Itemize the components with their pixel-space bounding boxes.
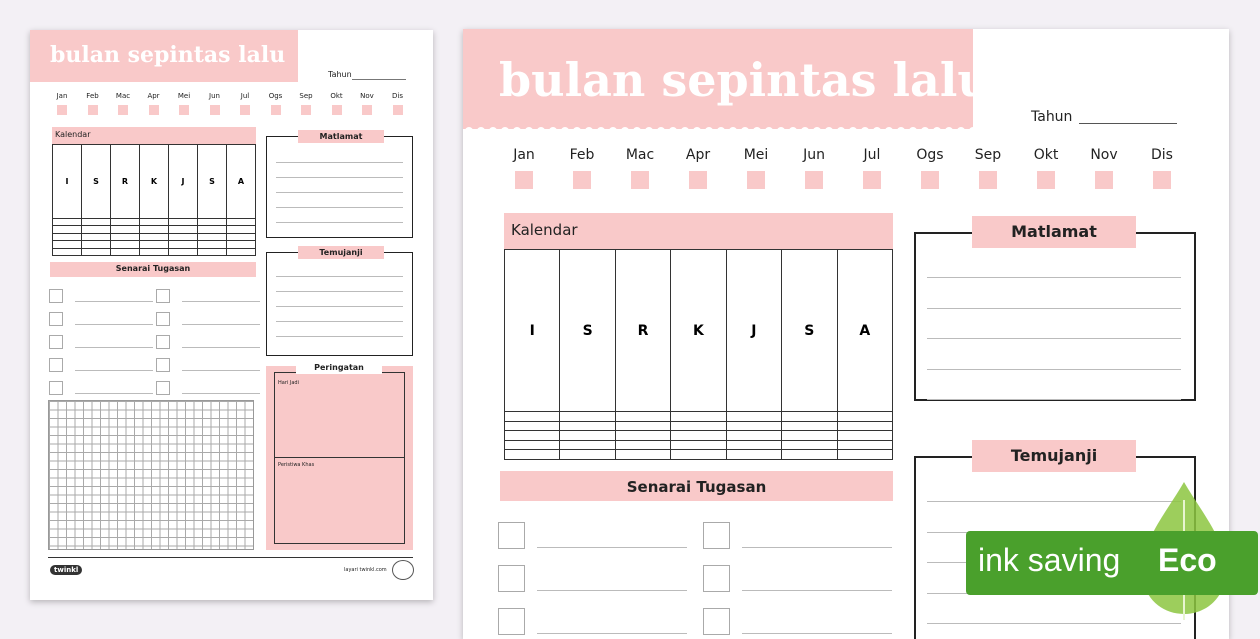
calendar-cell[interactable] <box>53 233 82 240</box>
reminders-label-small: Peringatan <box>296 361 382 374</box>
month-label: Okt <box>330 92 343 100</box>
month-checkbox[interactable] <box>57 105 67 115</box>
calendar-cell[interactable] <box>140 219 169 226</box>
year-line-small <box>352 79 406 80</box>
month-checkbox[interactable] <box>301 105 311 115</box>
task-line[interactable] <box>75 370 153 371</box>
calendar-cell[interactable] <box>615 440 670 450</box>
calendar-cell[interactable] <box>111 219 140 226</box>
month-checkbox[interactable] <box>1037 171 1055 189</box>
calendar-cell[interactable] <box>837 450 892 460</box>
month-checkbox[interactable] <box>573 171 591 189</box>
task-checkbox[interactable] <box>156 312 170 326</box>
year-label-large: Tahun <box>1031 109 1073 125</box>
calendar-cell[interactable] <box>53 241 82 248</box>
month-checkbox[interactable] <box>689 171 707 189</box>
month-checkbox[interactable] <box>515 171 533 189</box>
task-checkbox[interactable] <box>498 522 525 549</box>
month-label: Mac <box>115 92 131 100</box>
calendar-cell[interactable] <box>615 450 670 460</box>
calendar-cell[interactable] <box>726 431 781 441</box>
special-event-label-small: Peristiwa Khas <box>278 462 315 468</box>
task-line[interactable] <box>182 370 260 371</box>
page-title-small: bulan sepintas lalu <box>50 42 286 68</box>
calendar-cell[interactable] <box>169 241 198 248</box>
footer-url-small: layari twinkl.com <box>344 567 387 573</box>
calendar-cell[interactable] <box>169 233 198 240</box>
calendar-cell[interactable] <box>82 233 111 240</box>
calendar-cell[interactable] <box>82 241 111 248</box>
calendar-cell[interactable] <box>169 219 198 226</box>
calendar-cell[interactable] <box>82 248 111 255</box>
goals-box-large <box>914 232 1196 401</box>
month-checkbox[interactable] <box>863 171 881 189</box>
task-checkbox[interactable] <box>49 289 63 303</box>
calendar-cell[interactable] <box>140 241 169 248</box>
month-checkbox[interactable] <box>118 105 128 115</box>
reminders-divider-small <box>274 457 405 458</box>
appointments-label-large: Temujanji <box>972 440 1136 472</box>
month-label: Mei <box>743 147 769 163</box>
month-label: Feb <box>86 92 99 100</box>
calendar-cell[interactable] <box>671 450 726 460</box>
month-checkbox[interactable] <box>362 105 372 115</box>
month-checkbox[interactable] <box>1095 171 1113 189</box>
month-label: Apr <box>685 147 711 163</box>
twinkl-badge-icon-small <box>392 560 414 580</box>
calendar-cell[interactable] <box>505 450 560 460</box>
month-label: Dis <box>392 92 403 100</box>
year-line-large <box>1079 123 1177 124</box>
month-label: Mac <box>625 147 655 163</box>
calendar-cell[interactable] <box>227 248 256 255</box>
writing-line[interactable] <box>276 177 403 178</box>
eco-text: Eco <box>1158 542 1217 578</box>
calendar-cell[interactable] <box>726 421 781 431</box>
calendar-cell[interactable] <box>111 226 140 233</box>
task-line[interactable] <box>182 324 260 325</box>
calendar-cell[interactable] <box>615 431 670 441</box>
calendar-cell[interactable] <box>837 421 892 431</box>
task-checkbox[interactable] <box>49 335 63 349</box>
month-checkbox[interactable] <box>747 171 765 189</box>
calendar-cell[interactable] <box>837 412 892 422</box>
tasks-label-large: Senarai Tugasan <box>626 478 767 496</box>
month-checkbox[interactable] <box>149 105 159 115</box>
task-line[interactable] <box>75 324 153 325</box>
month-label: Dis <box>1151 147 1173 163</box>
task-line[interactable] <box>742 633 892 634</box>
task-line[interactable] <box>182 301 260 302</box>
calendar-cell[interactable] <box>198 233 227 240</box>
writing-line[interactable] <box>276 162 403 163</box>
calendar-day-header: R <box>111 145 140 219</box>
month-label: Mei <box>177 92 191 100</box>
tasks-label-small: Senarai Tugasan <box>115 264 191 273</box>
calendar-day-header: S <box>82 145 111 219</box>
writing-line[interactable] <box>927 338 1181 339</box>
month-checkbox[interactable] <box>979 171 997 189</box>
calendar-cell[interactable] <box>726 412 781 422</box>
calendar-cell[interactable] <box>505 431 560 441</box>
writing-line[interactable] <box>276 336 403 337</box>
writing-line[interactable] <box>276 192 403 193</box>
task-checkbox[interactable] <box>498 608 525 635</box>
reminders-inner-small <box>274 372 405 544</box>
calendar-day-header: K <box>671 250 726 412</box>
stamp-edge-large <box>463 121 979 133</box>
calendar-cell[interactable] <box>560 412 615 422</box>
task-checkbox[interactable] <box>49 381 63 395</box>
calendar-cell[interactable] <box>227 226 256 233</box>
month-checkbox[interactable] <box>1153 171 1171 189</box>
task-line[interactable] <box>537 633 687 634</box>
writing-line[interactable] <box>927 277 1181 278</box>
calendar-cell[interactable] <box>198 219 227 226</box>
month-checkbox[interactable] <box>179 105 189 115</box>
calendar-day-header: J <box>169 145 198 219</box>
calendar-cell[interactable] <box>782 421 837 431</box>
appointments-box-small <box>266 252 413 356</box>
month-label: Apr <box>147 92 160 100</box>
calendar-cell[interactable] <box>198 226 227 233</box>
calendar-cell[interactable] <box>111 241 140 248</box>
calendar-cell[interactable] <box>782 440 837 450</box>
calendar-cell[interactable] <box>782 412 837 422</box>
calendar-cell[interactable] <box>53 248 82 255</box>
calendar-cell[interactable] <box>53 226 82 233</box>
month-label: Feb <box>569 147 595 163</box>
calendar-cell[interactable] <box>140 226 169 233</box>
year-label-small: Tahun <box>328 70 352 79</box>
calendar-cell[interactable] <box>671 431 726 441</box>
preview-page-small <box>30 30 433 600</box>
writing-line[interactable] <box>276 306 403 307</box>
calendar-label-small: Kalendar <box>55 130 91 139</box>
graph-paper-small <box>48 400 254 550</box>
writing-line[interactable] <box>276 207 403 208</box>
twinkl-logo-small: twinkl <box>50 565 82 575</box>
birthday-label-small: Hari Jadi <box>278 380 299 386</box>
calendar-cell[interactable] <box>198 241 227 248</box>
task-checkbox[interactable] <box>49 358 63 372</box>
appointments-label-small: Temujanji <box>298 246 384 259</box>
task-checkbox[interactable] <box>703 608 730 635</box>
calendar-label-large: Kalendar <box>511 221 578 239</box>
month-label: Jun <box>803 147 825 163</box>
calendar-cell[interactable] <box>169 248 198 255</box>
writing-line[interactable] <box>927 369 1181 370</box>
month-label: Okt <box>1033 147 1059 163</box>
page-title-large: bulan sepintas lalu <box>499 53 991 107</box>
task-line[interactable] <box>537 547 687 548</box>
calendar-cell[interactable] <box>560 431 615 441</box>
month-checkbox[interactable] <box>88 105 98 115</box>
task-line[interactable] <box>537 590 687 591</box>
task-line[interactable] <box>742 547 892 548</box>
month-label: Jul <box>240 92 250 100</box>
task-line[interactable] <box>75 301 153 302</box>
calendar-day-header: I <box>53 145 82 219</box>
writing-line[interactable] <box>276 222 403 223</box>
calendar-cell[interactable] <box>782 431 837 441</box>
calendar-cell[interactable] <box>615 421 670 431</box>
month-label: Nov <box>1090 147 1118 163</box>
calendar-cell[interactable] <box>111 248 140 255</box>
calendar-cell[interactable] <box>560 450 615 460</box>
month-checkbox[interactable] <box>210 105 220 115</box>
footer-rule-small <box>48 557 413 558</box>
task-line[interactable] <box>182 393 260 394</box>
task-checkbox[interactable] <box>156 335 170 349</box>
month-checkbox[interactable] <box>271 105 281 115</box>
ink-saving-text: ink saving <box>978 542 1121 578</box>
task-checkbox[interactable] <box>156 381 170 395</box>
calendar-cell[interactable] <box>169 226 198 233</box>
calendar-cell[interactable] <box>227 233 256 240</box>
calendar-cell[interactable] <box>726 450 781 460</box>
month-checkbox[interactable] <box>393 105 403 115</box>
goals-label-large: Matlamat <box>972 216 1136 248</box>
calendar-cell[interactable] <box>671 412 726 422</box>
calendar-cell[interactable] <box>560 421 615 431</box>
task-line[interactable] <box>75 393 153 394</box>
task-line[interactable] <box>182 347 260 348</box>
calendar-cell[interactable] <box>671 421 726 431</box>
month-checkbox[interactable] <box>240 105 250 115</box>
calendar-cell[interactable] <box>782 450 837 460</box>
calendar-cell[interactable] <box>505 412 560 422</box>
calendar-day-header: S <box>560 250 615 412</box>
calendar-day-header: A <box>227 145 256 219</box>
calendar-grid-large <box>504 249 893 460</box>
month-label: Jan <box>56 92 68 100</box>
writing-line[interactable] <box>927 623 1181 624</box>
calendar-cell[interactable] <box>505 421 560 431</box>
month-checkbox[interactable] <box>921 171 939 189</box>
calendar-cell[interactable] <box>82 219 111 226</box>
calendar-cell[interactable] <box>615 412 670 422</box>
calendar-cell[interactable] <box>837 440 892 450</box>
task-checkbox[interactable] <box>49 312 63 326</box>
writing-line[interactable] <box>927 308 1181 309</box>
month-label: Sep <box>974 147 1002 163</box>
task-checkbox[interactable] <box>156 289 170 303</box>
month-label: Jan <box>513 147 535 163</box>
task-line[interactable] <box>742 590 892 591</box>
calendar-day-header: K <box>140 145 169 219</box>
calendar-cell[interactable] <box>111 233 140 240</box>
writing-line[interactable] <box>276 276 403 277</box>
task-checkbox[interactable] <box>498 565 525 592</box>
task-checkbox[interactable] <box>703 565 730 592</box>
calendar-cell[interactable] <box>140 248 169 255</box>
writing-line[interactable] <box>276 321 403 322</box>
month-checkbox[interactable] <box>631 171 649 189</box>
task-line[interactable] <box>75 347 153 348</box>
calendar-day-header: S <box>782 250 837 412</box>
month-checkbox[interactable] <box>332 105 342 115</box>
calendar-cell[interactable] <box>227 241 256 248</box>
goals-label-small: Matlamat <box>298 130 384 143</box>
calendar-cell[interactable] <box>140 233 169 240</box>
calendar-day-header: S <box>198 145 227 219</box>
calendar-cell[interactable] <box>227 219 256 226</box>
writing-line[interactable] <box>927 399 1181 400</box>
month-label: Sep <box>299 92 313 100</box>
calendar-cell[interactable] <box>82 226 111 233</box>
calendar-grid-small <box>52 144 256 256</box>
task-checkbox[interactable] <box>156 358 170 372</box>
calendar-day-header: R <box>615 250 670 412</box>
calendar-cell[interactable] <box>671 440 726 450</box>
task-checkbox[interactable] <box>703 522 730 549</box>
calendar-cell[interactable] <box>837 431 892 441</box>
calendar-cell[interactable] <box>560 440 615 450</box>
month-label: Ogs <box>916 147 944 163</box>
calendar-cell[interactable] <box>198 248 227 255</box>
calendar-day-header: A <box>837 250 892 412</box>
calendar-cell[interactable] <box>505 440 560 450</box>
month-label: Ogs <box>268 92 283 100</box>
writing-line[interactable] <box>276 291 403 292</box>
month-label: Jul <box>863 147 881 163</box>
calendar-day-header: J <box>726 250 781 412</box>
month-label: Jun <box>209 92 220 100</box>
calendar-cell[interactable] <box>53 219 82 226</box>
calendar-cell[interactable] <box>726 440 781 450</box>
month-checkbox[interactable] <box>805 171 823 189</box>
month-label: Nov <box>360 92 374 100</box>
calendar-day-header: I <box>505 250 560 412</box>
